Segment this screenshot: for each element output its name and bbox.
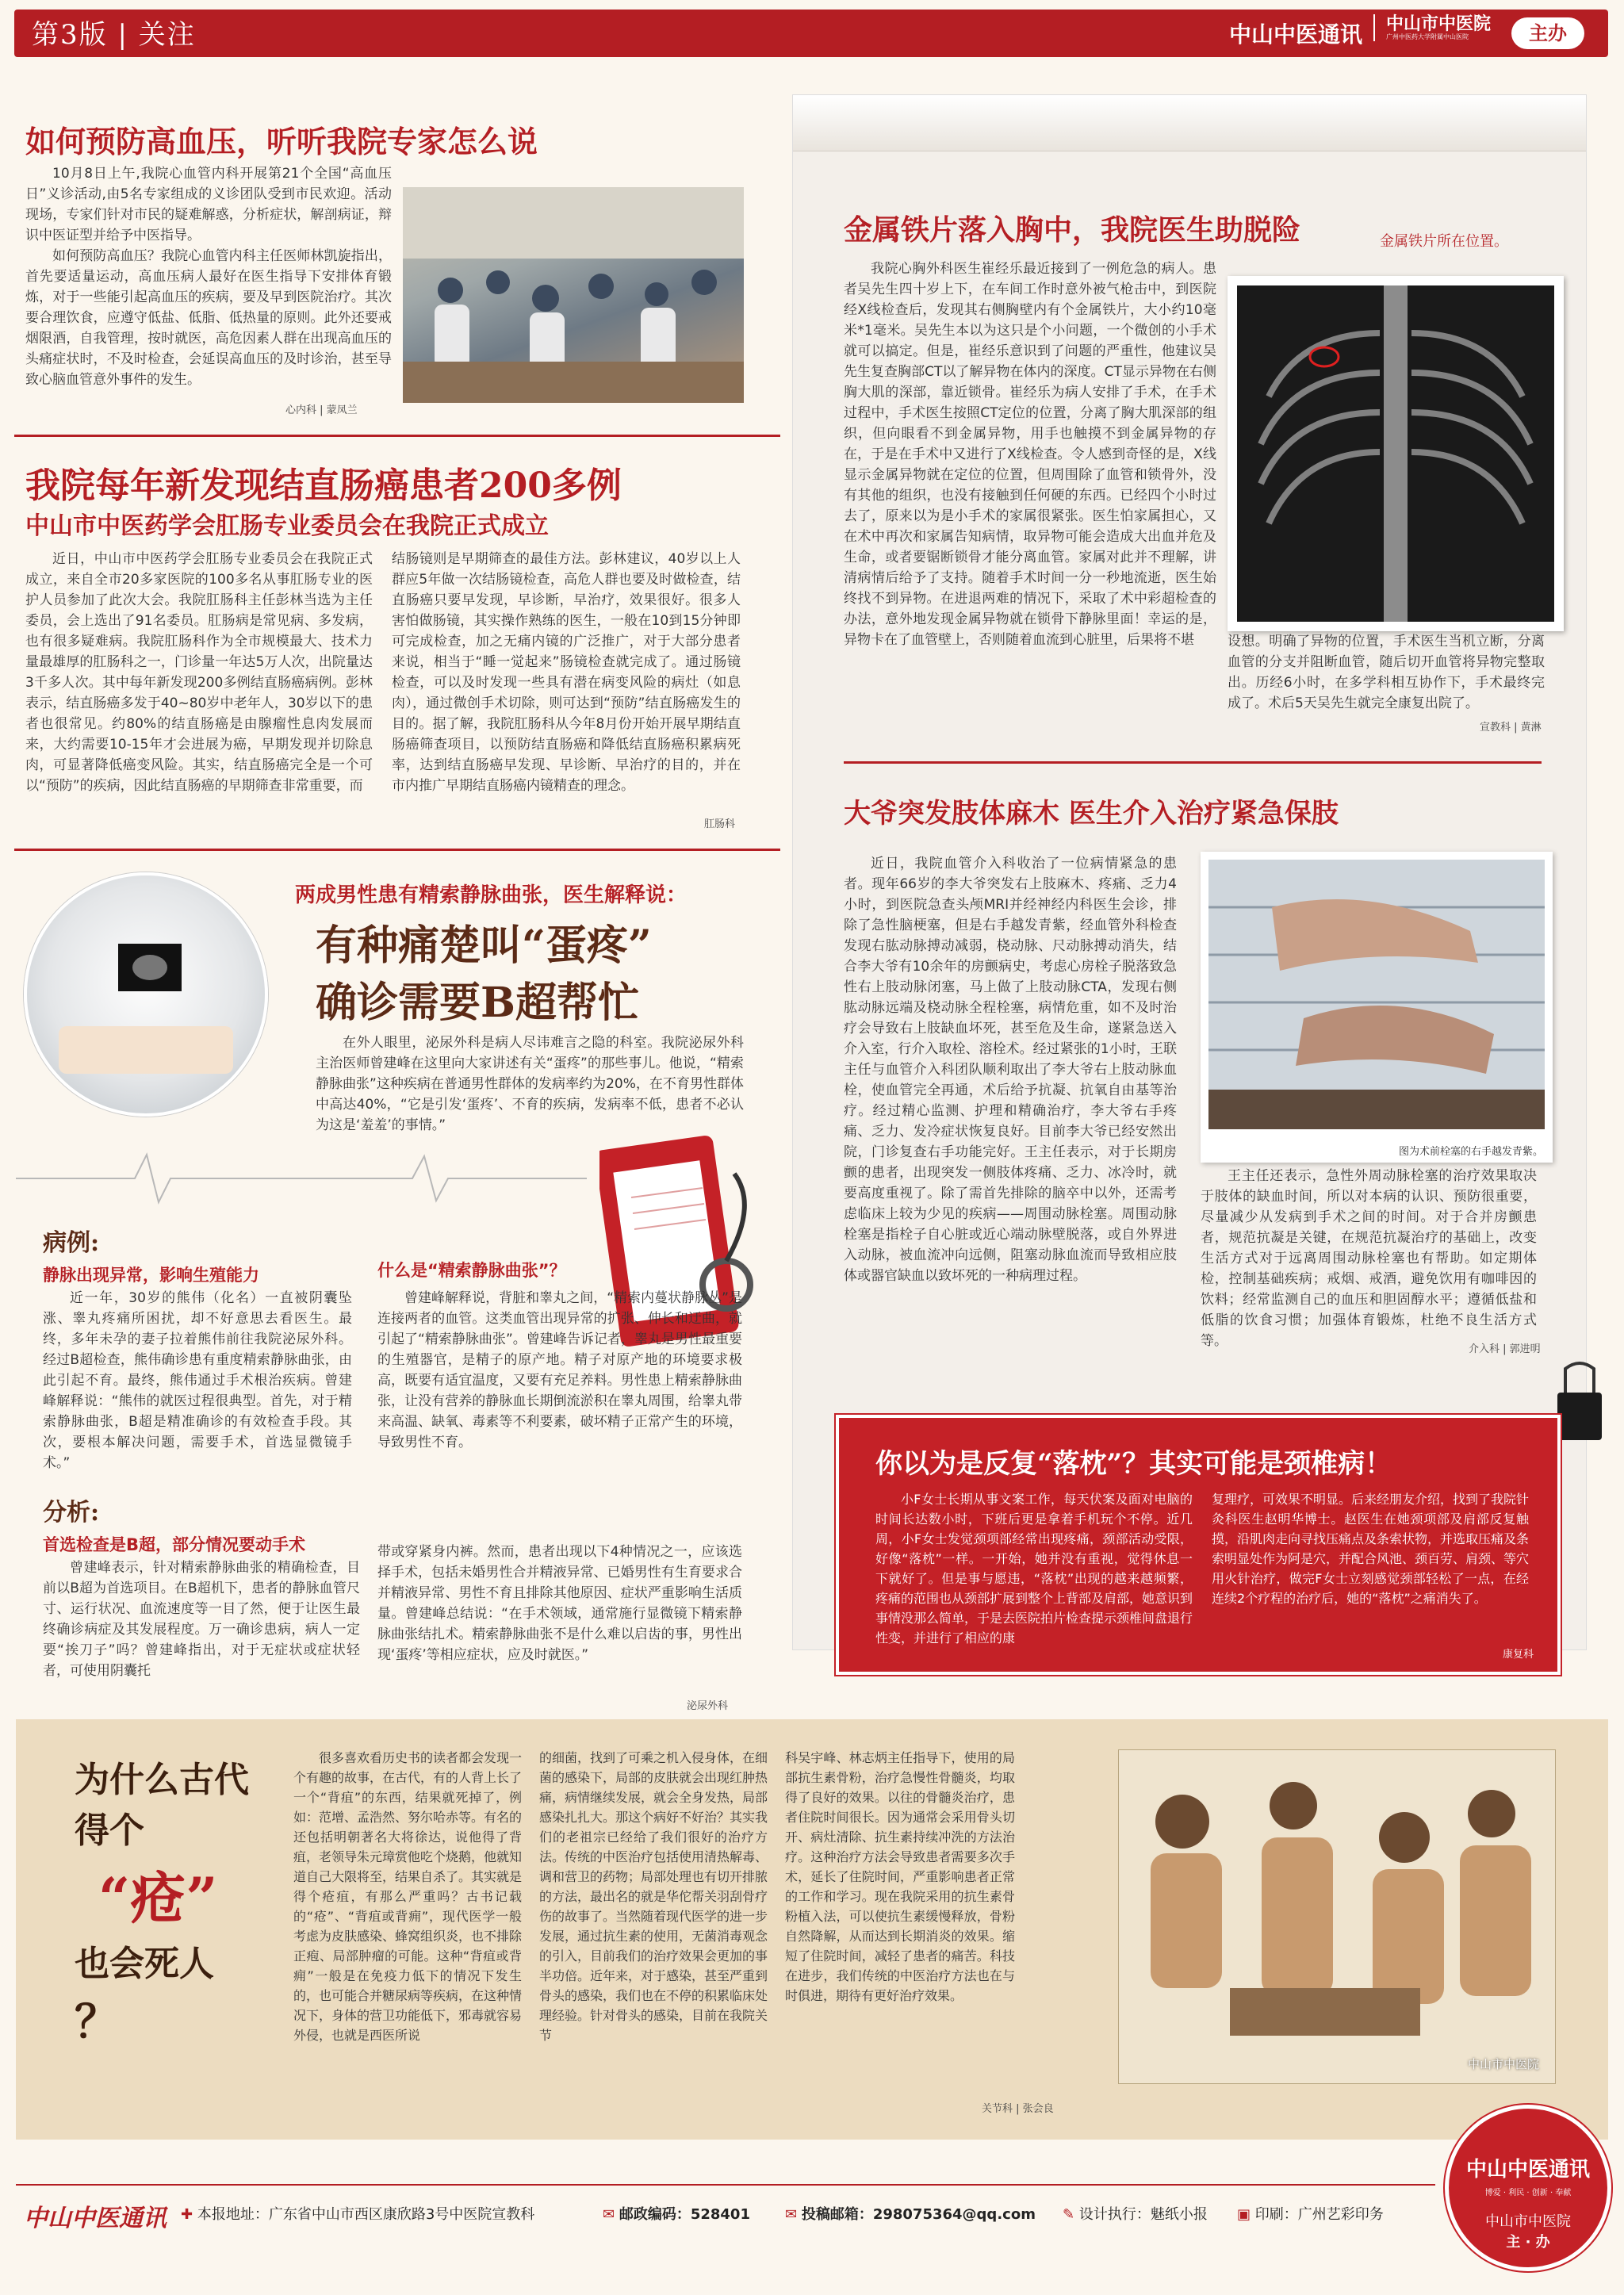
stamp-hospital: 中山市中医院 (1485, 2213, 1571, 2230)
article2-col1 (25, 549, 373, 796)
mail-icon: ✉ (603, 2206, 615, 2223)
paper-curl (793, 95, 1586, 151)
cervical-red-box (836, 1415, 1561, 1675)
article7-title-line2: 得个 (75, 1810, 144, 1851)
article5-body1 (844, 853, 1177, 1286)
article7-signature: 关节科 | 张会良 (982, 2103, 1054, 2115)
footer-print-text: 印刷：广州艺彩印务 (1254, 2206, 1384, 2223)
article7-col1-text: 很多喜欢看历史书的读者都会发现一个有趣的故事，在古代，有的人背上长了一个“背疽”的东西，结果就死掉了，例如：范增、孟浩然、努尔哈赤等。有名的还包括明朝著名大将徐达，说他得了背疽，老领导朱元璋赏他吃个烧鹅，他就知道自己大限将至，结果自杀了。其实就是得个疮疽，有那么严重吗？古书记载的“疮”、“背疽或背痈”，现代医学一般考虑为皮肤感染、蜂窝组织炎，也不排除正疱、局部肿瘤的可能。这种“背疽或背痈”一般是在免疫力低下的情况下发生的，也可能合并糖尿病等疾病，在这种情况下，身体的营卫功能低下，邪毒就容易外侵，也就是西医所说 (293, 1750, 523, 2043)
footer-email (785, 2203, 1036, 2224)
article7-title-line1: 为什么古代 (75, 1760, 249, 1800)
article7-col2 (539, 1748, 768, 2045)
painting-watermark: 中山市中医院 (1467, 2057, 1539, 2071)
footer-print (1237, 2203, 1384, 2224)
article4-body1 (844, 259, 1216, 650)
analysis-body (43, 1557, 360, 1681)
article6-body1-text: 小F女士长期从事文案工作，每天伏案及面对电脑的时间长达数小时，下班后更是拿着手机玩个不停。近几周，小F女士发觉颈项部经常出现疼痛，颈部活动受限，好像“落枕”一样。一开始，她并没有重视，觉得休息一下就好了。但是事与愿违，“落枕”出现的越来越频繁，疼痛的范围也从颈部扩展到整个上背部及肩部，她意识到事情没那么简单，于是去医院拍片检查提示颈椎间盘退行性变，并进行了相应的康 (875, 1492, 1193, 1646)
article3-intro-text: 在外人眼里，泌尿外科是病人尽讳难言之隐的科室。我院泌尿外科主治医师曾建峰在这里向大家讲述有关“蛋疼”的那些事儿。他说，“精索静脉曲张”这种疾病在普通男性群体的发病率约为20%，在不育男性群体中高达40%，“它是引发‘蛋疼’、不育的疾病，发病率不低，患者不必认为这是‘羞羞’的事情。” (316, 1035, 744, 1133)
binder-clip-icon (1554, 1361, 1605, 1448)
ancient-painting (1118, 1749, 1556, 2084)
footer-divider (16, 2184, 1435, 2186)
heartbeat-line (16, 1147, 587, 1210)
brand-hospital-sub: 广州中医药大学附属中山医院 (1386, 33, 1469, 40)
footer-address-text: 本报地址：广东省中山市西区康欣路3号中医院宣教科 (197, 2206, 535, 2223)
stamp-title: 中山中医通讯 (1465, 2158, 1590, 2182)
article4-body1-text: 我院心胸外科医生崔经乐最近接到了一例危急的病人。患者吴先生四十岁上下，在车间工作时意外被气枪击中，到医院经X线检查后，发现其右侧胸壁内有个金属铁片，大小约10毫米*1毫米。吴先生本以为这只是个小问题，一个微创的小手术就可以搞定。但是，崔经乐意识到了问题的严重性，他建议吴先生复查胸部CT以了解异物在体内的深度。CT显示异物在右侧胸大肌的深部，靠近锁骨。崔经乐为病人安排了手术，在手术过程中，手术医生按照CT定位的位置，分离了胸大肌深部的组织，但向眼看不到金属异物，用手也触摸不到金属异物的存在，于是在手术中又进行了X线检查。令人感到奇怪的是，X线显示金属异物就在定位的位置，但周围除了血管和锁骨外，没有其他的组织，也没有接触到任何硬的东西。已经四个小时过去了，原来以为是小手术的家属很紧张。医生怕家属担心，又在术中再次和家属告知病情，取异物可能会造成大出血并危及生命，或者要锯断锁骨才能分离血管。家属对此并不理解，讲清病情后给予了支持。随着手术时间一分一秒地流逝，医生始终找不到异物。在进退两难的情况下，采取了术中彩超检查的办法，意外地发现金属异物就在锁骨下静脉里面！幸运的是，异物卡在了血管壁上，否则随着血流到心脏里，后果将不堪 (844, 261, 1216, 648)
article7-col2-text: 的细菌，找到了可乘之机入侵身体，在细菌的感染下，局部的皮肤就会出现红肿热痛，病情继续发展，就会全身发热，局部感染扎扎大。那这个病好不好治？其实我们的老祖宗已经给了我们很好的治疗方法。传统的中医治疗包括使用清热解毒、调和营卫的药物；局部处理也有切开排脓的方法，最出名的就是华佗帮关羽刮骨疗伤的故事了。当然随着现代医学的进一步发展，通过抗生素的使用，无菌消毒观念的引入，目前我们的治疗效果会更加的事半功倍。近年来，对于感染，甚至严重到骨头的感染，我们也在不停的积累临床处理经验。针对骨头的感染，目前在我院关节 (539, 1750, 768, 2043)
analysis-body2-text: 带或穿紧身内裤。然而，患者出现以下4种情况之一，应该选择手术，包括未婚男性合并精液异常、已婚男性有生育要求合并精液异常、男性不育且排除其他原因、症状严重影响生活质量。曾建峰总结说：“在手术领域，通常施行显微镜下精索静脉曲张结扎术。精索静脉曲张不是什么难以启齿的事，男性出现‘蛋疼’等相应症状，应及时就医。” (377, 1544, 742, 1663)
article2-title: 我院每年新发现结直肠癌患者200多例 (25, 466, 622, 506)
footer-design-text: 设计执行：魅纸小报 (1078, 2206, 1208, 2223)
arm-photo-caption: 图为术前栓塞的右手越发青紫。 (1398, 1146, 1543, 1158)
article6-body2 (1212, 1489, 1529, 1608)
article1-para1: 10月8日上午,我院心血管内科开展第21个全国“高血压日”义诊活动,由5名专家组成的义诊团队受到市民欢迎。活动现场，专家们针对市民的疑难解惑，分析症状，解剖病证，辩识中医证型并给予中医指导。 (25, 166, 392, 243)
article1-title: 如何预防高血压，听听我院专家怎么说 (25, 124, 538, 159)
article4-body2-text: 设想。明确了异物的位置，手术医生当机立断，分离血管的分支并阻断血管，随后切开血管将异物完整取出。历经6小时，在多学科相互协作下，手术最终完成了。术后5天吴先生就完全康复出院了。 (1228, 634, 1545, 711)
article6-body1 (875, 1489, 1193, 1648)
case-body (43, 1288, 352, 1473)
what-body-text: 曾建峰解释说，背脏和睾丸之间，“精索内蔓状静脉丛”是连接两者的血管。这类血管出现异常的扩张、伸长和迂曲，就引起了“精索静脉曲张”。曾建峰告诉记者，睾丸是男性最重要的生殖器官，是精子的原产地。精子对原产地的环境要求极高，既要有适宜温度，又要有充足养料。男性患上精索静脉曲张，让没有营养的静脉血长期倒流淤积在睾丸周围，给睾丸带来高温、缺氧、毒素等不利要素，破坏精子正常产生的环境，导致男性不育。 (377, 1290, 742, 1450)
article1-signature: 心内科 | 蒙凤兰 (285, 404, 358, 416)
article4-body2 (1228, 631, 1545, 714)
article3-kicker: 两成男性患有精索静脉曲张，医生解释说： (295, 883, 688, 907)
article6-body2-text: 复理疗，可效果不明显。后来经朋友介绍，找到了我院针灸科医生赵明华博士。赵医生在她颈项部及肩部反复触摸，沿肌肉走向寻找压痛点及条索状物，并选取压痛及条索明显处作为阿是穴，并配合风池、颈百劳、肩颈、等穴用火针治疗，做完F女士立刻感觉颈部轻松了一点，在经连续2个疗程的治疗后，她的“落枕”之痛消失了。 (1212, 1492, 1530, 1606)
section-label: 第3版 | 关注 (32, 19, 196, 51)
article5-body1-text: 近日，我院血管介入科收治了一位病情紧急的患者。现年66岁的李大爷突发右上肢麻木、疼痛、乏力4小时，到医院急查头颅MRI并经神经内科医生会诊，排除了急性脑梗塞，但是右手越发青紫，经血管外科检查发现右肱动脉搏动减弱，桡动脉、尺动脉搏动消失，结合李大爷有10余年的房颤病史，考虑心房栓子脱落致急性右上肢动脉闭塞，马上做了上肢动脉CTA，发现右侧肱动脉远端及桡动脉全程栓塞，病情危重，如不及时治疗会导致右上肢缺血坏死，甚至危及生命，遂紧急送入介入室，行介入取栓、溶栓术。经过紧张的1小时，王联主任与血管介入科团队顺利取出了李大爷右上肢动脉血栓，使血管完全再通，术后给予抗凝、抗氧自由基等治疗。经过精心监测、护理和精确治疗，李大爷右手疼痛、乏力、发冷症状恢复良好。目前李大爷已经安然出院，门诊复查右手功能完好。王主任表示，对于长期房颤的患者，出现突发一侧肢体疼痛、乏力、冰冷时，就要高度重视了。除了需首先排除的脑卒中以外，还需考虑临床上较为少见的疾病——周围动脉栓塞。周围动脉栓塞是指栓子自心脏或近心端动脉壁脱落，或自外界进入动脉，被血流冲向远侧，阻塞动脉血流而导致相应肢体或器官缺血以致坏死的一种病理过程。 (844, 856, 1177, 1284)
design-icon: ✎ (1063, 2206, 1075, 2223)
case-body-text: 近一年，30岁的熊伟（化名）一直被阴囊坠涨、睾丸疼痛所困扰，却不好意思去看医生。最终，多年未孕的妻子拉着熊伟前往我院泌尿外科。经过B超检查，熊伟确诊患有重度精索静脉曲张，由此引起不育。最终，熊伟通过手术根治疾病。曾建峰解释说：“熊伟的就医过程很典型。首先，对于精索静脉曲张，B超是精准确诊的有效检查手段。其次，要根本解决问题，需要手术，首选显微镜手术。” (43, 1290, 352, 1471)
analysis-subheading: 首选检查是B超，部分情况要动手术 (43, 1535, 306, 1554)
article6-title: 你以为是反复“落枕”？其实可能是颈椎病！ (875, 1448, 1392, 1480)
ultrasound-art (27, 875, 265, 1113)
article2-col2 (392, 549, 741, 796)
article3-intro (316, 1033, 744, 1136)
clinic-photo (403, 187, 744, 403)
address-icon: ✚ (181, 2206, 193, 2223)
stamp-sponsor: 主 · 办 (1506, 2234, 1550, 2251)
header-bar (14, 10, 1608, 57)
article5-body2-text: 王主任还表示，急性外周动脉栓塞的治疗效果取决于肢体的缺血时间，所以对本病的认识、预防很重要，尽量减少从发病到手术之间的时间。对于合并房颤患者，规范抗凝是关键，在规范抗凝治疗的基础上，改变生活方式对于远离周围动脉栓塞也有帮助。如定期体检，控制基础疾病；戒烟、戒酒，避免饮用有咖啡因的饮料；经常监测自己的血压和胆固醇水平；遵循低盐和低脂的饮食习惯；加强体育锻炼，杜绝不良生活方式等。 (1201, 1168, 1537, 1349)
sponsor-pill: 主办 (1511, 17, 1584, 49)
xray-image (1228, 276, 1564, 631)
article5-body2 (1201, 1166, 1537, 1351)
article4-signature: 宣教科 | 黄淋 (1480, 722, 1542, 734)
article3-title-line1: 有种痛楚叫“蛋疼” (316, 921, 652, 970)
article7-title-line4: 也会死人 (75, 1944, 214, 1984)
brand-name: 中山中医通讯 (1228, 21, 1362, 48)
article2-subtitle: 中山市中医药学会肛肠专业委员会在我院正式成立 (25, 512, 549, 540)
ancient-painting-art (1119, 1750, 1555, 2083)
footer-postcode (603, 2203, 750, 2224)
arm-photo (1201, 852, 1553, 1163)
footer-email-text: 投稿邮箱：298075364@qq.com (801, 2206, 1036, 2223)
divider (844, 761, 1542, 764)
article5-signature: 介入科 | 郭进明 (1469, 1343, 1541, 1355)
analysis-body2 (377, 1542, 742, 1665)
case-subheading: 静脉出现异常，影响生殖能力 (43, 1266, 259, 1285)
article2-col2-text: 结肠镜则是早期筛查的最佳方法。彭林建议，40岁以上人群应5年做一次结肠镜检查，高危人群也要及时做检查，结直肠癌只要早发现，早诊断，早治疗，效果很好。很多人害怕做肠镜，其实操作熟练的医生，一般在10到15分钟即可完成检查，加之无痛内镜的广泛推广，对于大部分患者来说，相当于“睡一觉起来”肠镜检查就完成了。通过肠镜检查，可以及时发现一些具有潜在病变风险的病灶（如息肉），通过微创手术切除，则可达到“预防”结直肠癌发生的目的。据了解，我院肛肠科从今年8月份开始开展早期结直肠癌筛查项目，以预防结直肠癌和降低结直肠癌积累病死率，达到结直肠癌早发现、早诊断、早治疗的目的，并在市内推广早期结直肠癌内镜精查的理念。 (392, 551, 741, 794)
article7-title-line5: ？ (75, 1996, 119, 2048)
article3-title-line2: 确诊需要B超帮忙 (316, 979, 639, 1027)
inbox-icon: ✉ (785, 2206, 798, 2223)
footer-postcode-text: 邮政编码：528401 (619, 2206, 750, 2223)
arm-photo-art (1208, 860, 1545, 1129)
article2-signature: 肛肠科 (704, 818, 736, 830)
case-heading: 病例: (43, 1229, 100, 1257)
footer-address (181, 2203, 534, 2224)
article7-col1 (293, 1748, 522, 2045)
article7-col3 (785, 1748, 1015, 2006)
article6-signature: 康复科 (1502, 1649, 1534, 1661)
article7-col3-text: 科吴宇峰、林志炳主任指导下，使用的局部抗生素骨粉，治疗急慢性骨髓炎，均取得了良好的效果。以往的骨髓炎治疗，患者住院时间很长。因为通常会采用骨头切开、病灶清除、抗生素持续冲洗的方法治疗。这种治疗方法会导致患者需要多次手术，延长了住院时间，严重影响患者正常的工作和学习。现在我院采用的抗生素骨粉植入法，可以使抗生素缓慢释放，骨粉自然降解，从而达到长期消炎的效果。缩短了住院时间，减轻了患者的痛苦。科技在进步，我们传统的中医治疗方法也在与时俱进，期待有更好治疗效果。 (785, 1750, 1015, 2003)
brand-hospital (1373, 14, 1505, 41)
divider (14, 849, 780, 851)
stamp-motto: 博爱 · 利民 · 创新 · 奉献 (1484, 2189, 1572, 2197)
divider (14, 435, 780, 437)
print-icon: ▣ (1237, 2206, 1251, 2223)
brand-hospital-name: 中山市中医院 (1386, 13, 1492, 34)
doctor-circle-photo (24, 872, 268, 1117)
xray-art (1237, 285, 1554, 622)
what-heading: 什么是“精索静脉曲张”？ (377, 1261, 566, 1280)
article7-title-line3: “疮” (98, 1865, 218, 1931)
xray-caption: 金属铁片所在位置。 (1380, 233, 1508, 250)
footer-design (1063, 2203, 1208, 2224)
sponsor-stamp (1445, 2105, 1611, 2271)
article1-para2: 如何预防高血压？我院心血管内科主任医师林凯旋指出，首先要适量运动，高血压病人最好在医生指导下安排体育锻炼，对于一些能引起高血压的疾病，要及早到医院治疗。其次要合理饮食，应遵守低盐、低脂、低热量的原则。此外还要戒烟限酒，自我管理，按时就医，高危因素人群在出现高血压的头痛症状时，不及时检查，会延误高血压的及时诊治，甚至导致心脑血管意外事件的发生。 (25, 248, 392, 388)
clinic-photo-art (403, 187, 744, 403)
analysis-body-text: 曾建峰表示，针对精索静脉曲张的精确检查，目前以B超为首选项目。在B超机下，患者的静脉血管尺寸、运行状况、血流速度等一目了然，便于让医生最终确诊病症及其发展程度。万一确诊患病，病人一定要“挨刀子”吗？曾建峰指出，对于无症状或症状轻者，可使用阴囊托 (43, 1560, 360, 1679)
article5-title: 大爷突发肢体麻木 医生介入治疗紧急保肢 (844, 798, 1339, 829)
binder-clip-art (1554, 1361, 1605, 1448)
article4-title: 金属铁片落入胸中，我院医生助脱险 (844, 213, 1301, 247)
article1-body (25, 163, 392, 390)
article2-col1-text: 近日，中山市中医药学会肛肠专业委员会在我院正式成立，来自全市20多家医院的100多名从事肛肠专业的医护人员参加了此次大会。我院肛肠科主任彭林当选为主任委员，会上选出了91名委员。肛肠病是常见病、多发病，也有很多疑难病。我院肛肠科作为全市规模最大、技术力量最雄厚的肛肠科之一，门诊量一年达5万人次，出院量达3千多人次。其中每年新发现200多例结直肠癌病例。彭林表示，结直肠癌多发于40~80岁中老年人，30岁以下的患者也很常见。约80%的结直肠癌是由腺瘤性息肉发展而来，大约需要10-15年才会进展为癌，早期发现并切除息肉，可显著降低癌变风险。其实，结直肠癌完全是一个可以“预防”的疾病，因此结直肠癌的早期筛查非常重要，而 (25, 551, 373, 794)
analysis-heading: 分析: (43, 1499, 100, 1527)
footer-logo: 中山中医通讯 (24, 2205, 167, 2232)
ancient-sores-box (16, 1719, 1608, 2140)
article3-signature: 泌尿外科 (687, 1700, 729, 1712)
what-body (377, 1288, 742, 1453)
